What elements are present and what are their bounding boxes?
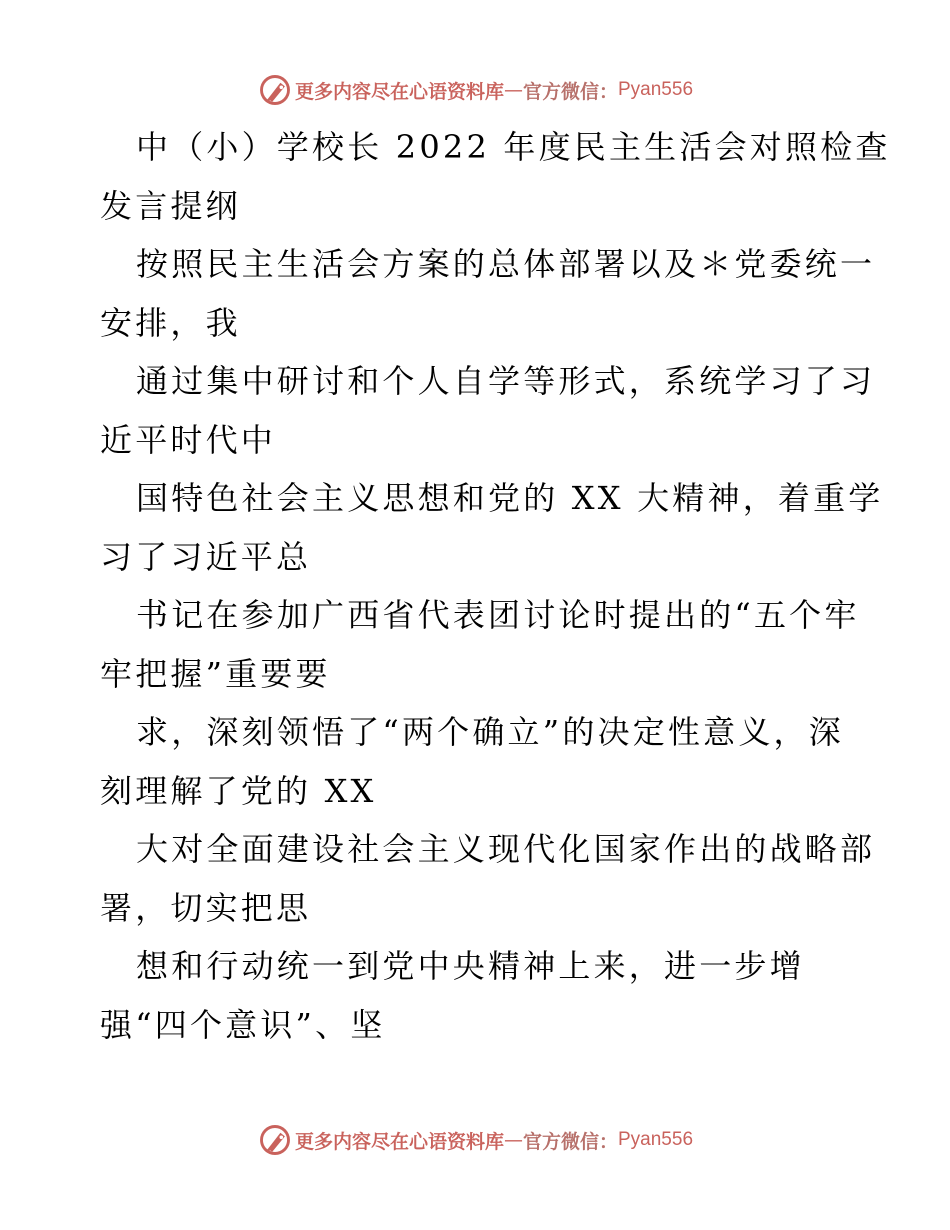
watermark-footer — [0, 1118, 950, 1162]
watermark-handle: Pyan556 — [618, 79, 694, 100]
paragraph-line: 刻理解了党的 XX — [100, 771, 377, 810]
document-title-line-1: 中（小）学校长 2022 年度民主生活会对照检查 — [136, 128, 891, 166]
watermark-header — [0, 68, 950, 112]
paragraph-line: 书记在参加广西省代表团讨论时提出的“五个牢 — [136, 596, 860, 634]
paragraph-line: 大对全面建设社会主义现代化国家作出的战略部 — [136, 830, 876, 868]
paragraph-line: 近平时代中 — [100, 420, 277, 459]
document-body — [100, 118, 891, 1054]
watermark-brand: 更多内容尽在心语资料库 — [294, 80, 504, 103]
watermark-dash: — — [503, 1129, 523, 1151]
watermark-handle: Pyan556 — [618, 1129, 694, 1150]
document-title-line-2: 发言提纲 — [100, 186, 241, 225]
paragraph-line: 牢把握”重要要 — [100, 654, 331, 693]
pen-nib-logo-icon — [257, 72, 293, 108]
watermark-label: 官方微信： — [522, 1130, 618, 1153]
watermark-label: 官方微信： — [522, 80, 618, 103]
paragraph-line: 国特色社会主义思想和党的 XX 大精神，着重学 — [136, 479, 884, 517]
watermark-brand: 更多内容尽在心语资料库 — [294, 1130, 504, 1153]
paragraph-line: 署，切实把思 — [100, 888, 312, 927]
pen-nib-logo-icon — [257, 1122, 293, 1158]
paragraph-line: 强“四个意识”、坚 — [100, 1005, 386, 1044]
paragraph-line: 通过集中研讨和个人自学等形式，系统学习了习 — [136, 362, 876, 400]
paragraph-line: 按照民主生活会方案的总体部署以及＊党委统一 — [136, 245, 876, 283]
paragraph-line: 求，深刻领悟了“两个确立”的决定性意义，深 — [136, 713, 844, 751]
paragraph-line: 安排，我 — [100, 303, 241, 342]
paragraph-line: 习了习近平总 — [100, 537, 312, 576]
watermark-dash: — — [503, 79, 523, 101]
paragraph-line: 想和行动统一到党中央精神上来，进一步增 — [136, 947, 805, 985]
